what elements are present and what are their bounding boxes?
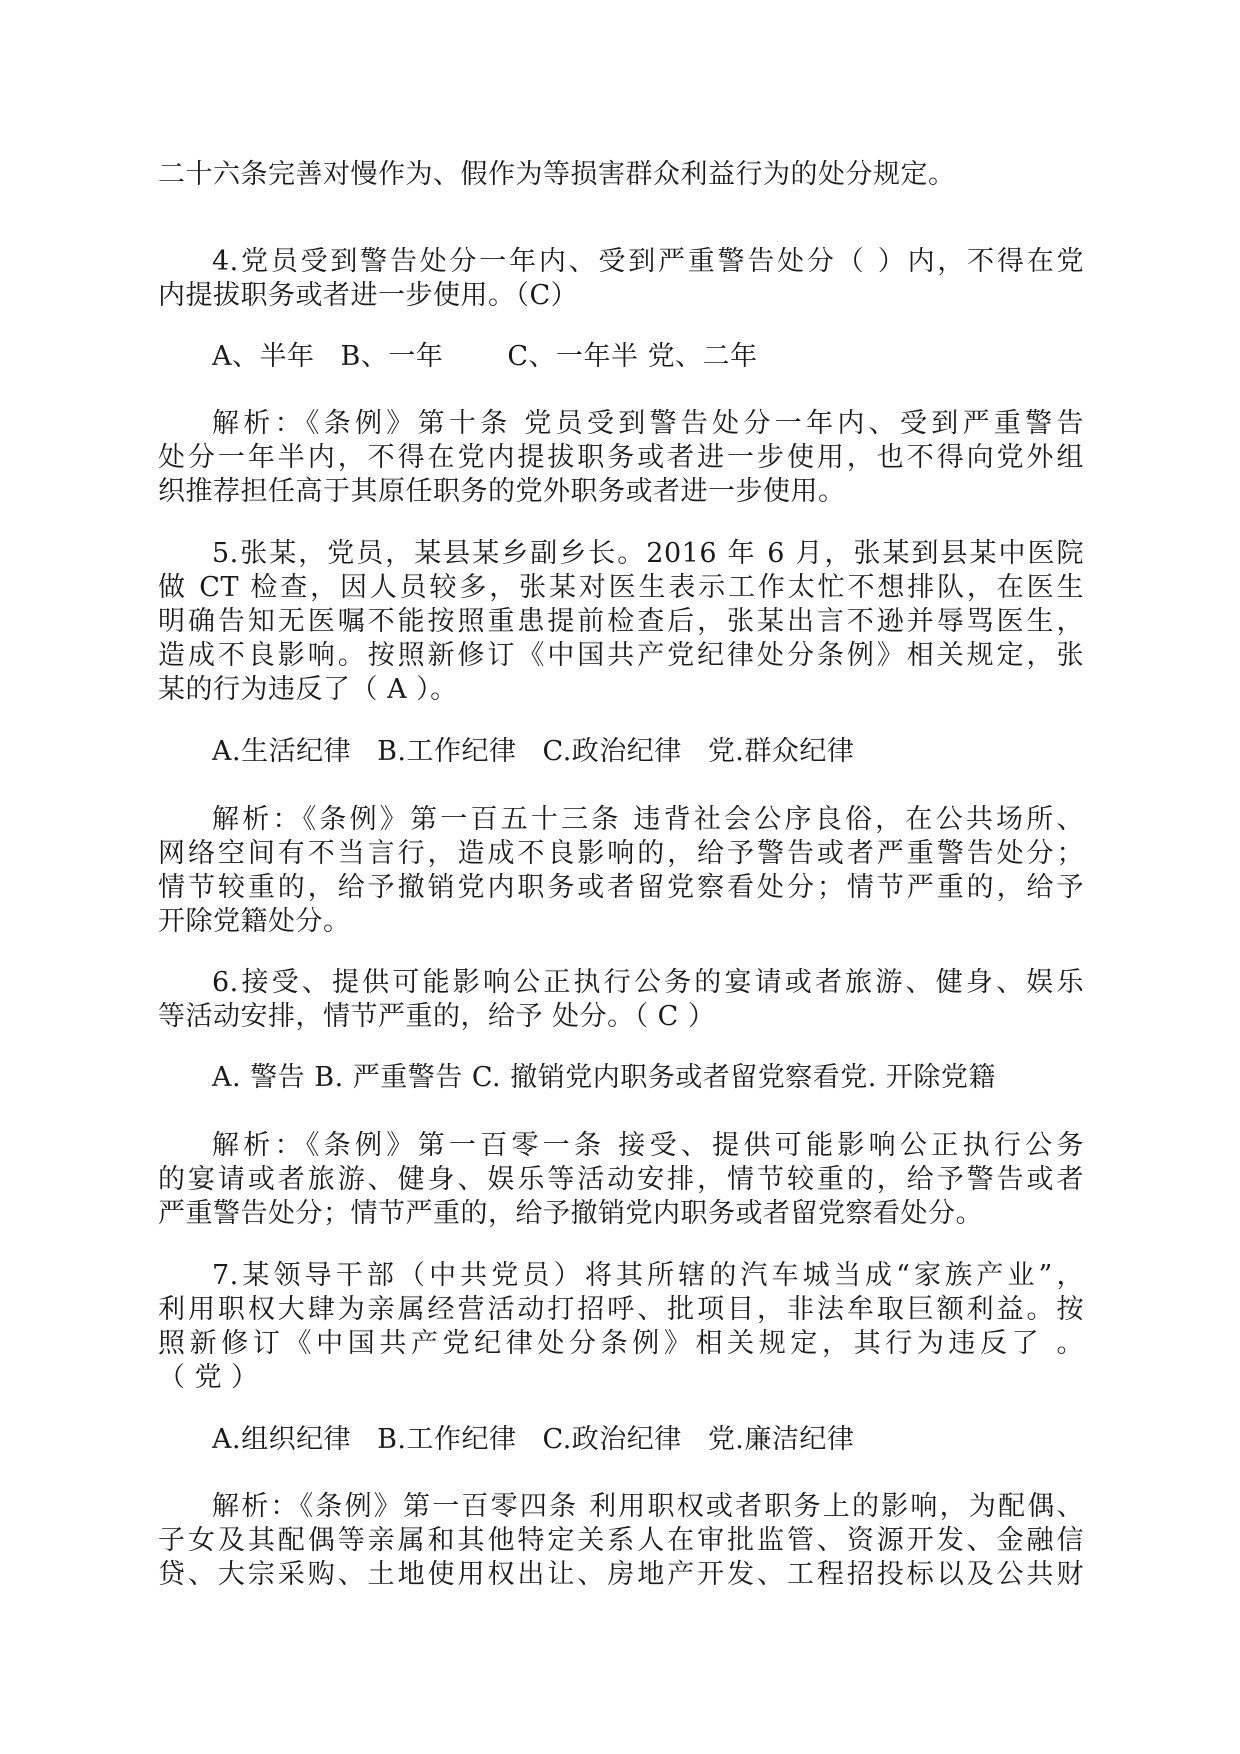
- question-5-line-1: 5.张某，党员，某县某乡副乡长。2016 年 6 月，张某到县某中医院: [212, 538, 1084, 569]
- analysis-5-line-1: 解析：《条例》第一百五十三条 违背社会公序良俗，在公共场所、: [212, 804, 1084, 835]
- question-5-line-5: 某的行为违反了（ A ）。: [158, 674, 458, 705]
- question-6-line-1: 6.接受、提供可能影响公正执行公务的宴请或者旅游、健身、娱乐: [212, 967, 1084, 998]
- option-c: C.政治纪律: [542, 1424, 682, 1455]
- question-7-line-4: （ 党 ）: [158, 1362, 259, 1393]
- option-a: A.生活纪律: [212, 736, 352, 767]
- question-4-options: [212, 340, 1084, 374]
- option-b: B.工作纪律: [377, 1424, 517, 1455]
- analysis-6-line-3: 严重警告处分；情节严重的，给予撤销党内职务或者留党察看处分。: [158, 1198, 983, 1229]
- option-d: 党.廉洁纪律: [707, 1424, 855, 1455]
- option-b: B、一年: [340, 341, 444, 372]
- question-7-line-3: 照新修订《中国共产党纪律处分条例》相关规定，其行为违反了 。: [158, 1328, 1084, 1359]
- question-7-line-1: 7.某领导干部（中共党员）将其所辖的汽车城当成“家族产业”，: [212, 1260, 1084, 1291]
- analysis-4-line-3: 织推荐担任高于其原任职务的党外职务或者进一步使用。: [158, 476, 846, 507]
- question-6-line-2: 等活动安排，情节严重的，给予 处分。（ C ）: [158, 1001, 716, 1032]
- question-5-line-3: 明确告知无医嘱不能按照重患提前检查后，张某出言不逊并辱骂医生，: [158, 606, 1084, 637]
- analysis-5-line-2: 网络空间有不当言行，造成不良影响的，给予警告或者严重警告处分；: [158, 838, 1084, 869]
- question-5-line-2: 做 CT 检查，因人员较多，张某对医生表示工作太忙不想排队，在医生: [158, 572, 1084, 603]
- question-4-line-2: 内提拔职务或者进一步使用。（C）: [158, 280, 579, 311]
- analysis-5-line-4: 开除党籍处分。: [158, 906, 351, 937]
- option-b: B.工作纪律: [377, 736, 517, 767]
- option-a: A、半年: [212, 341, 315, 372]
- analysis-6-line-2: 的宴请或者旅游、健身、娱乐等活动安排，情节较重的，给予警告或者: [158, 1164, 1084, 1195]
- question-7-line-2: 利用职权大肆为亲属经营活动打招呼、批项目，非法牟取巨额利益。按: [158, 1294, 1084, 1325]
- analysis-7-line-1: 解析：《条例》第一百零四条 利用职权或者职务上的影响，为配偶、: [212, 1491, 1084, 1522]
- option-d: 党.群众纪律: [707, 736, 855, 767]
- option-c: C.政治纪律: [542, 736, 682, 767]
- option-a: A.组织纪律: [212, 1424, 352, 1455]
- analysis-7-line-3: 贷、大宗采购、土地使用权出让、房地产开发、工程招投标以及公共财: [158, 1559, 1084, 1590]
- text-line: 二十六条完善对慢作为、假作为等损害群众利益行为的处分规定。: [158, 159, 956, 190]
- analysis-4-line-1: 解析：《条例》第十条 党员受到警告处分一年内、受到严重警告: [212, 408, 1084, 439]
- question-4-line-1: 4.党员受到警告处分一年内、受到严重警告处分（ ）内，不得在党: [212, 246, 1084, 277]
- question-7-options: [212, 1423, 1084, 1457]
- analysis-4-line-2: 处分一年半内，不得在党内提拔职务或者进一步使用，也不得向党外组: [158, 442, 1084, 473]
- analysis-6-line-1: 解析：《条例》第一百零一条 接受、提供可能影响公正执行公务: [212, 1130, 1084, 1161]
- option-c: C、一年半 党、二年: [507, 341, 758, 372]
- analysis-7-line-2: 子女及其配偶等亲属和其他特定关系人在审批监管、资源开发、金融信: [158, 1525, 1084, 1556]
- question-5-line-4: 造成不良影响。按照新修订《中国共产党纪律处分条例》相关规定，张: [158, 640, 1084, 671]
- analysis-5-line-3: 情节较重的，给予撤销党内职务或者留党察看处分；情节严重的，给予: [158, 872, 1084, 903]
- question-5-options: [212, 735, 1084, 769]
- question-6-options: A. 警告 B. 严重警告 C. 撤销党内职务或者留党察看党. 开除党籍: [212, 1062, 996, 1093]
